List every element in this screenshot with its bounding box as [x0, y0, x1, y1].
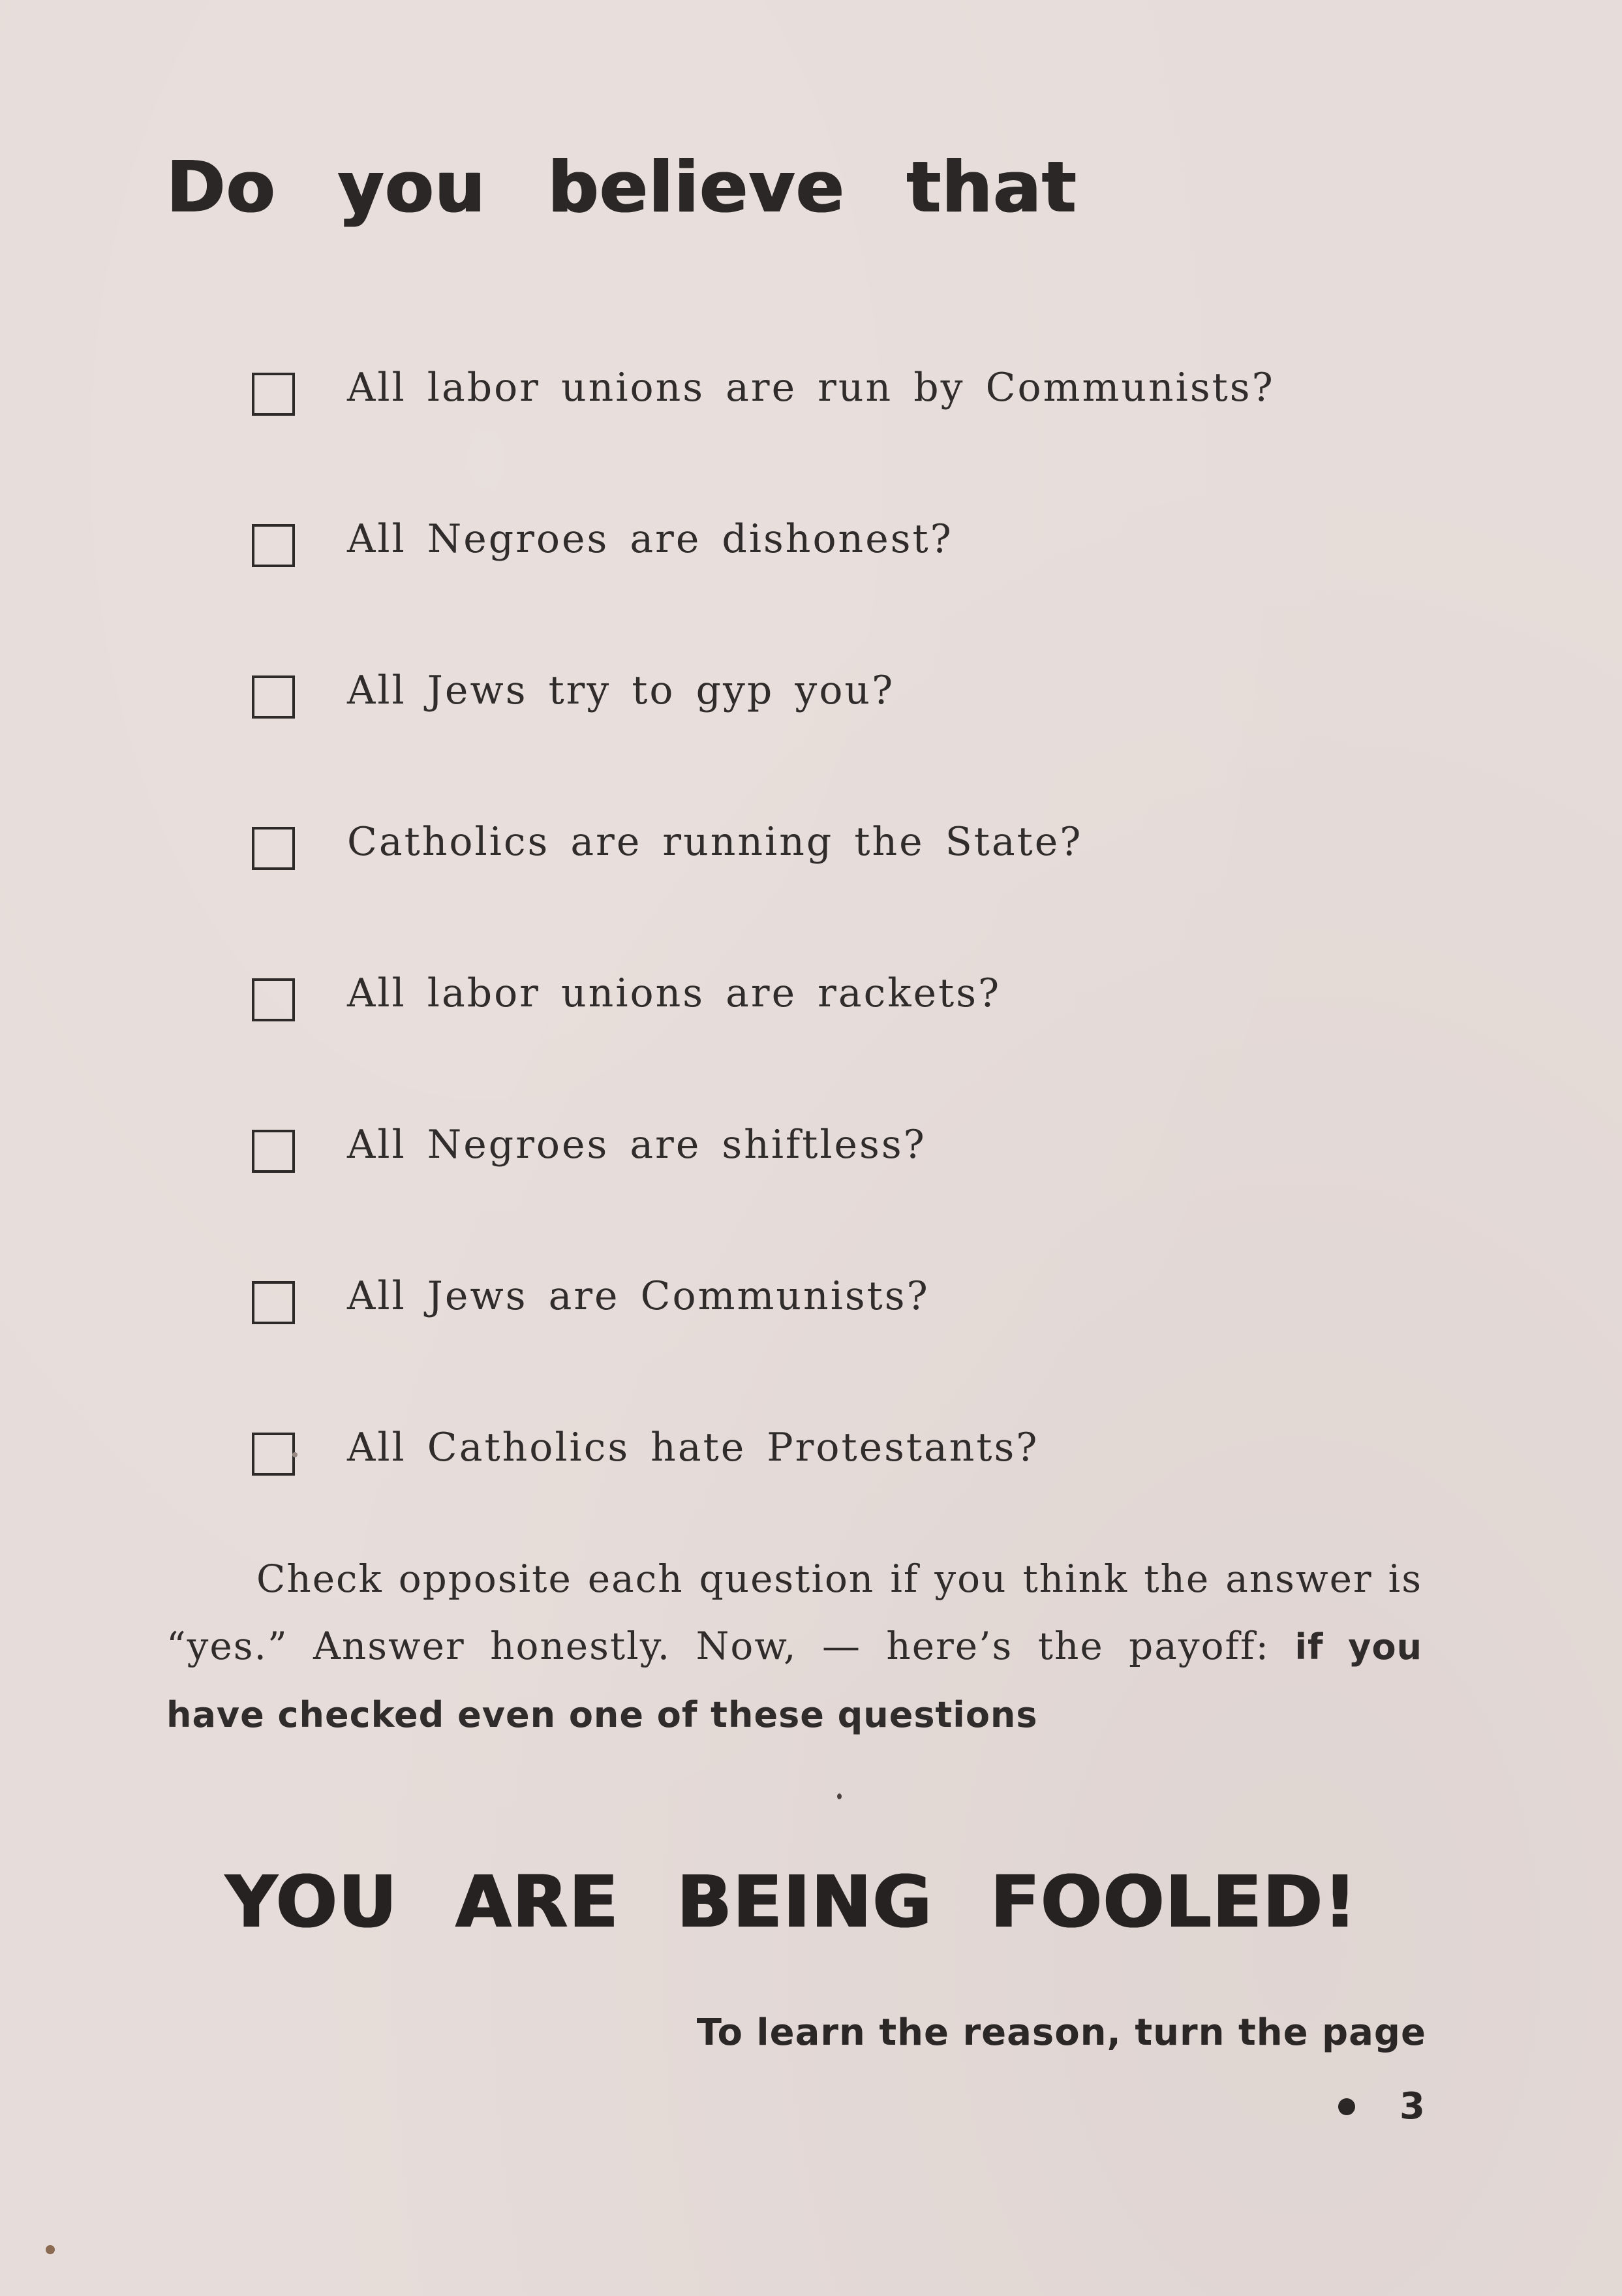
- question-text: All Jews are Communists?: [347, 1273, 930, 1319]
- page-number: 3: [1400, 2085, 1425, 2128]
- checkbox[interactable]: [252, 373, 295, 416]
- question-item: [252, 1220, 1426, 1372]
- paper-speck: [292, 1452, 298, 1457]
- instructions-text: Check opposite each question if you think the answer is “yes.” Answer honestly. Now, — here’s the payoff:: [166, 1557, 1422, 1668]
- question-checklist: [252, 312, 1426, 1523]
- page-number-line: [1338, 2085, 1425, 2128]
- callout-headline: YOU ARE BEING FOOLED!: [225, 1860, 1358, 1944]
- checkbox[interactable]: [252, 978, 295, 1021]
- checkbox[interactable]: [252, 827, 295, 870]
- question-item: [252, 312, 1426, 463]
- checkbox[interactable]: [252, 675, 295, 719]
- paper-speck: [837, 1793, 842, 1799]
- question-item: [252, 463, 1426, 615]
- question-text: All labor unions are run by Communists?: [347, 365, 1275, 411]
- bullet-icon: [1338, 2098, 1355, 2115]
- checkbox[interactable]: [252, 1130, 295, 1173]
- question-item: [252, 1069, 1426, 1220]
- instructions-paragraph: [166, 1545, 1422, 1748]
- instructions-emphasis: if you have checked even one of these questions: [166, 1626, 1423, 1735]
- question-item: [252, 615, 1426, 766]
- paper-speck: [46, 2245, 55, 2254]
- question-text: Catholics are running the State?: [347, 819, 1083, 865]
- question-text: All labor unions are rackets?: [347, 970, 1002, 1016]
- checkbox[interactable]: [252, 524, 295, 567]
- question-item: [252, 1372, 1426, 1523]
- question-item: [252, 918, 1426, 1069]
- question-text: All Negroes are dishonest?: [347, 516, 953, 562]
- checkbox[interactable]: [252, 1433, 295, 1476]
- question-text: All Jews try to gyp you?: [347, 668, 895, 713]
- question-text: All Negroes are shiftless?: [347, 1122, 926, 1168]
- question-item: [252, 766, 1426, 918]
- checkbox[interactable]: [252, 1281, 295, 1324]
- page-heading: Do you believe that: [166, 147, 1077, 228]
- turn-page-note: To learn the reason, turn the page: [696, 2011, 1426, 2054]
- question-text: All Catholics hate Protestants?: [347, 1425, 1039, 1470]
